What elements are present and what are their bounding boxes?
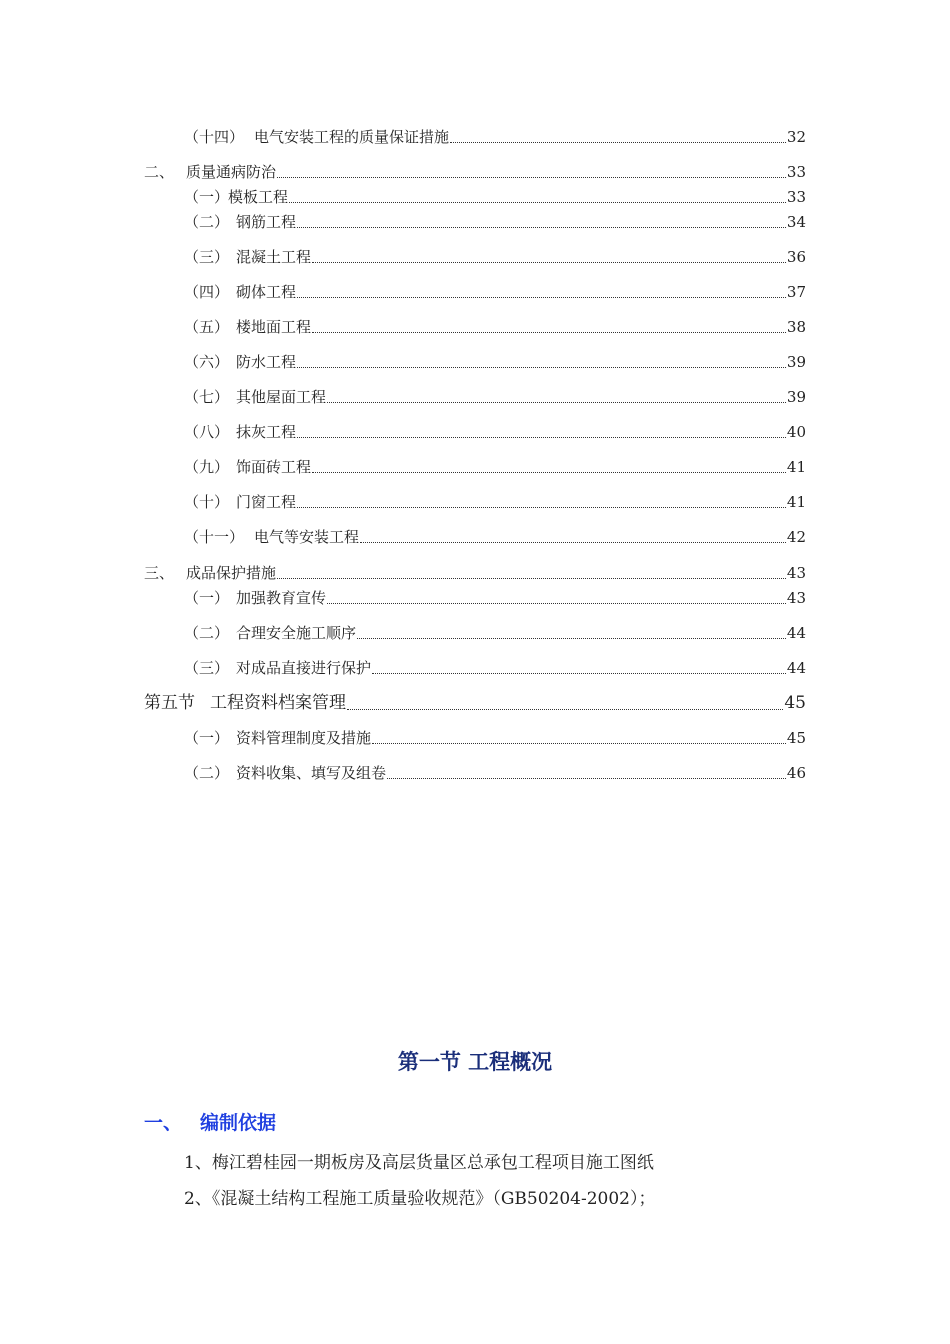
toc-page-number: 33 bbox=[786, 163, 806, 181]
toc-title: 楼地面工程 bbox=[236, 318, 312, 336]
dot-leader bbox=[289, 202, 786, 203]
toc-page-number: 43 bbox=[786, 589, 806, 607]
toc-page-number: 46 bbox=[786, 764, 806, 782]
body-paragraph: 1、梅江碧桂园一期板房及高层货量区总承包工程项目施工图纸 bbox=[184, 1153, 654, 1173]
toc-title: 混凝土工程 bbox=[236, 248, 312, 266]
dot-leader bbox=[297, 437, 786, 438]
toc-page-number: 37 bbox=[786, 283, 806, 301]
toc-page-number: 42 bbox=[786, 528, 806, 546]
toc-title: 防水工程 bbox=[236, 353, 297, 371]
toc-title: 资料管理制度及措施 bbox=[236, 729, 372, 747]
toc-entry[interactable] bbox=[144, 161, 806, 183]
toc-entry[interactable] bbox=[184, 246, 806, 268]
dot-leader bbox=[347, 709, 783, 710]
dot-leader bbox=[327, 603, 786, 604]
toc-page-number: 40 bbox=[786, 423, 806, 441]
toc-entry[interactable] bbox=[184, 211, 806, 233]
toc-title: 模板工程 bbox=[228, 188, 289, 206]
dot-leader bbox=[297, 227, 786, 228]
toc-entry[interactable] bbox=[184, 526, 806, 548]
toc-entry[interactable] bbox=[184, 727, 806, 749]
toc-number: （八） bbox=[184, 423, 230, 441]
dot-leader bbox=[450, 142, 786, 143]
toc-page-number: 44 bbox=[786, 624, 806, 642]
toc-entry[interactable] bbox=[184, 126, 806, 148]
toc-page-number: 45 bbox=[786, 729, 806, 747]
toc-page-number: 41 bbox=[786, 458, 806, 476]
toc-title: 钢筋工程 bbox=[236, 213, 297, 231]
toc-title: 其他屋面工程 bbox=[236, 388, 327, 406]
toc-number: （十一） bbox=[184, 528, 245, 546]
toc-page-number: 36 bbox=[786, 248, 806, 266]
toc-page-number: 32 bbox=[786, 128, 806, 146]
toc-title: 砌体工程 bbox=[236, 283, 297, 301]
toc-number: 三、 bbox=[144, 564, 175, 582]
dot-leader bbox=[312, 472, 786, 473]
toc-number: （三） bbox=[184, 659, 230, 677]
toc-page-number: 45 bbox=[784, 693, 806, 713]
toc-number: （六） bbox=[184, 353, 230, 371]
toc-title: 饰面砖工程 bbox=[236, 458, 312, 476]
toc-page-number: 38 bbox=[786, 318, 806, 336]
toc-title: 成品保护措施 bbox=[186, 564, 277, 582]
toc-title: 电气安装工程的质量保证措施 bbox=[254, 128, 450, 146]
toc-entry[interactable] bbox=[184, 421, 806, 443]
toc-number: （一） bbox=[184, 729, 230, 747]
toc-entry[interactable] bbox=[184, 186, 806, 208]
section-title: 第一节 工程概况 bbox=[397, 1050, 553, 1074]
dot-leader bbox=[360, 542, 786, 543]
toc-number: （一） bbox=[184, 589, 230, 607]
dot-leader bbox=[372, 673, 786, 674]
dot-leader bbox=[327, 402, 786, 403]
toc-entry[interactable] bbox=[184, 351, 806, 373]
dot-leader bbox=[297, 297, 786, 298]
toc-number: （二） bbox=[184, 624, 230, 642]
dot-leader bbox=[312, 332, 786, 333]
subsection-number: 一、 bbox=[144, 1112, 183, 1134]
toc-page-number: 39 bbox=[786, 388, 806, 406]
dot-leader bbox=[372, 743, 786, 744]
toc-page-number: 41 bbox=[786, 493, 806, 511]
toc-title: 工程资料档案管理 bbox=[210, 693, 346, 713]
toc-title: 抹灰工程 bbox=[236, 423, 297, 441]
dot-leader bbox=[357, 638, 786, 639]
toc-number: （七） bbox=[184, 388, 230, 406]
dot-leader bbox=[277, 177, 786, 178]
toc-entry[interactable] bbox=[184, 386, 806, 408]
dot-leader bbox=[387, 778, 786, 779]
toc-number: （一） bbox=[184, 188, 230, 206]
toc-page-number: 34 bbox=[786, 213, 806, 231]
toc-entry[interactable] bbox=[184, 491, 806, 513]
toc-title: 质量通病防治 bbox=[186, 163, 277, 181]
toc-number: （三） bbox=[184, 248, 230, 266]
toc-entry-chapter[interactable] bbox=[144, 690, 806, 716]
dot-leader bbox=[277, 578, 786, 579]
toc-entry[interactable] bbox=[184, 587, 806, 609]
toc-title: 对成品直接进行保护 bbox=[236, 659, 372, 677]
toc-entry[interactable] bbox=[184, 622, 806, 644]
dot-leader bbox=[297, 507, 786, 508]
toc-number: 第五节 bbox=[144, 693, 195, 713]
toc-entry[interactable] bbox=[184, 657, 806, 679]
toc-title: 加强教育宣传 bbox=[236, 589, 327, 607]
dot-leader bbox=[297, 367, 786, 368]
toc-number: 二、 bbox=[144, 163, 175, 181]
toc-page-number: 33 bbox=[786, 188, 806, 206]
toc-title: 合理安全施工顺序 bbox=[236, 624, 357, 642]
dot-leader bbox=[312, 262, 786, 263]
subsection-heading bbox=[144, 1108, 276, 1135]
toc-title: 电气等安装工程 bbox=[254, 528, 360, 546]
toc-entry[interactable] bbox=[184, 281, 806, 303]
toc-number: （十四） bbox=[184, 128, 245, 146]
toc-title: 门窗工程 bbox=[236, 493, 297, 511]
toc-number: （五） bbox=[184, 318, 230, 336]
toc-entry[interactable] bbox=[184, 316, 806, 338]
body-paragraph: 2、《混凝土结构工程施工质量验收规范》（GB50204-2002）； bbox=[184, 1189, 656, 1209]
toc-page-number: 39 bbox=[786, 353, 806, 371]
toc-title: 资料收集、填写及组卷 bbox=[236, 764, 387, 782]
toc-entry[interactable] bbox=[144, 562, 806, 584]
toc-number: （四） bbox=[184, 283, 230, 301]
subsection-title: 编制依据 bbox=[200, 1112, 277, 1134]
toc-number: （十） bbox=[184, 493, 230, 511]
toc-page-number: 44 bbox=[786, 659, 806, 677]
toc-page-number: 43 bbox=[786, 564, 806, 582]
toc-number: （九） bbox=[184, 458, 230, 476]
toc-number: （二） bbox=[184, 213, 230, 231]
toc-number: （二） bbox=[184, 764, 230, 782]
toc-entry[interactable] bbox=[184, 762, 806, 784]
toc-entry[interactable] bbox=[184, 456, 806, 478]
